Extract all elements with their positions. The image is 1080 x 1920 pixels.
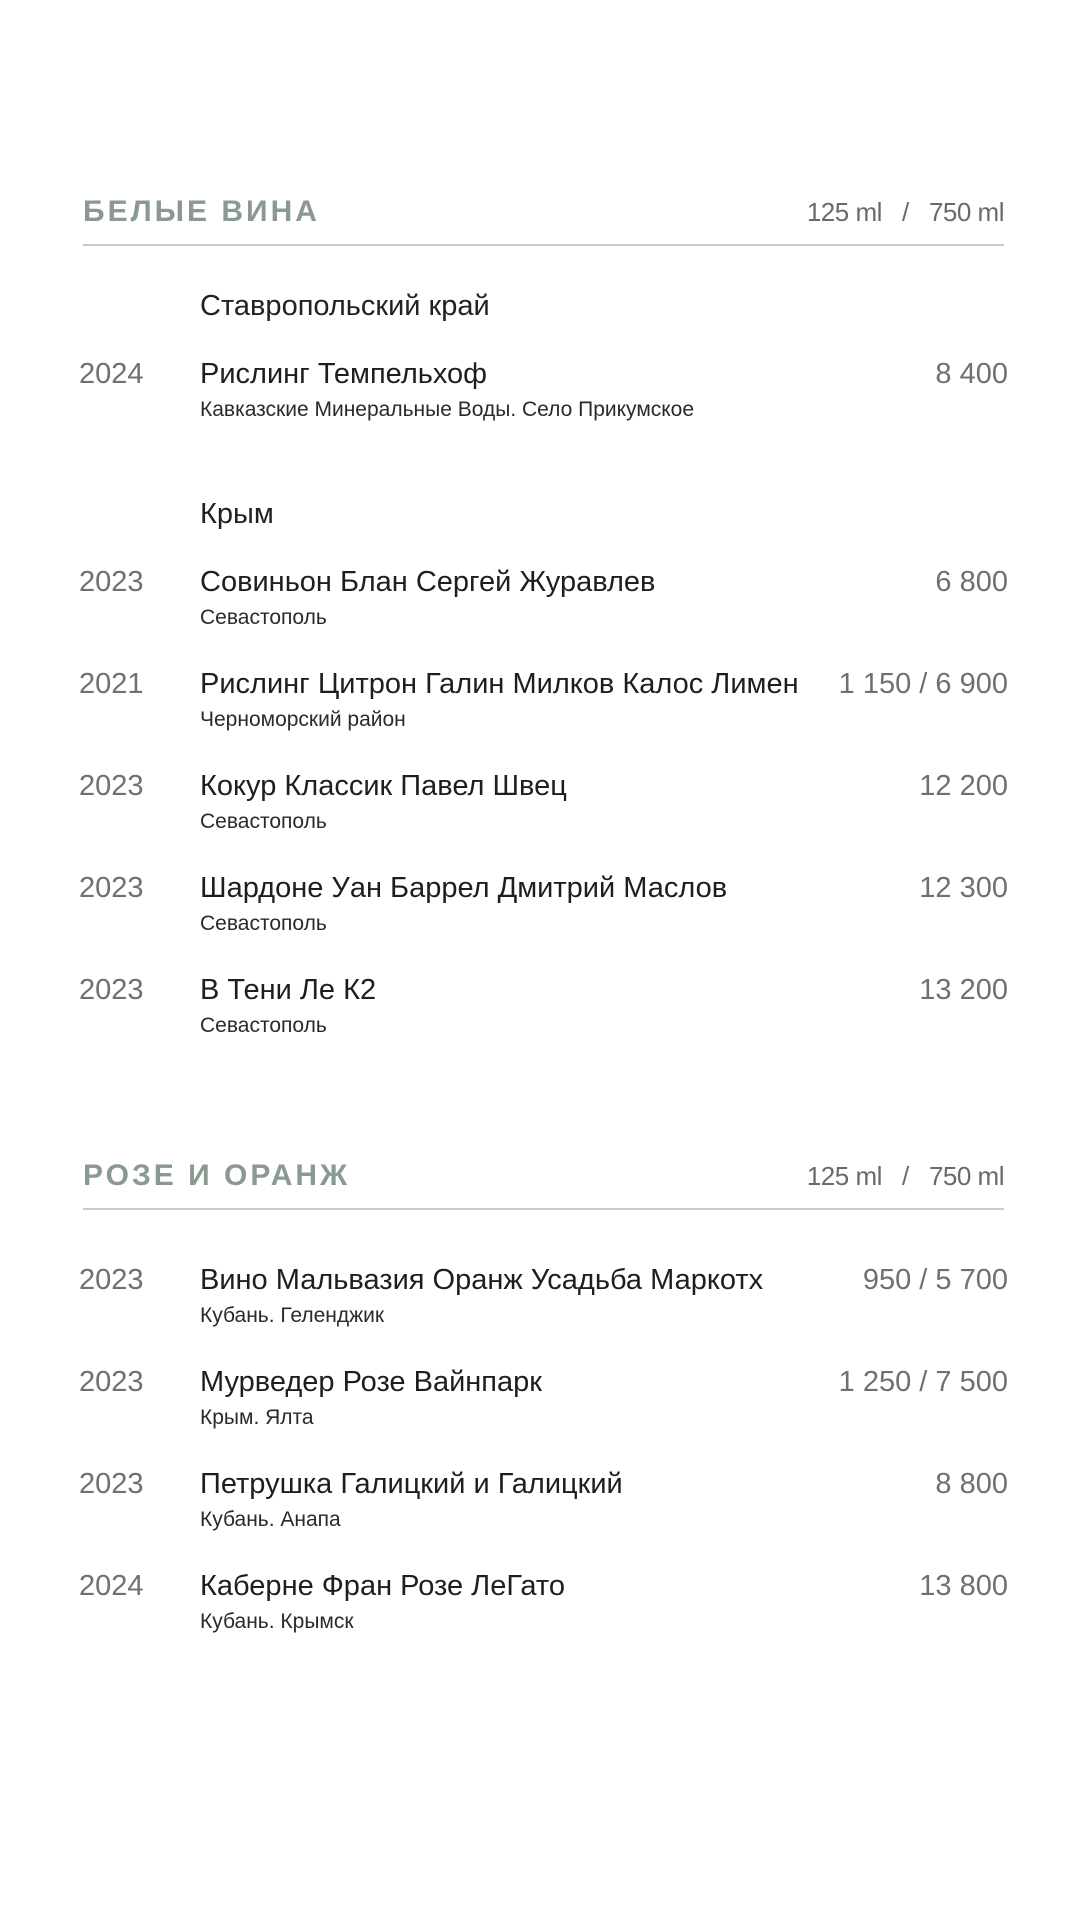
wine-year: 2023 [79,974,144,1006]
wine-name: Рислинг Цитрон Галин Милков Калос Лимен [200,668,799,700]
wine-year: 2023 [79,566,144,598]
wine-origin: Севастополь [200,810,327,833]
wine-origin: Севастополь [200,912,327,935]
wine-price: 13 200 [919,974,1008,1006]
wine-year: 2023 [79,1366,144,1398]
wine-origin: Черноморский район [200,708,406,731]
wine-item [79,1568,1008,1648]
wine-origin: Кубань. Анапа [200,1508,341,1531]
wine-item [79,1262,1008,1342]
wine-name: Рислинг Темпельхоф [200,358,488,390]
wine-name: Совиньон Блан Сергей Журавлев [200,566,656,598]
wine-name: Мурведер Розе Вайнпарк [200,1366,542,1398]
wine-name: Шардоне Уан Баррел Дмитрий Маслов [200,872,728,904]
wine-origin: Крым. Ялта [200,1406,314,1429]
wine-price: 950 / 5 700 [862,1264,1008,1296]
wine-item [79,870,1008,950]
wine-price: 6 800 [935,566,1008,598]
section-header [83,1156,1004,1210]
wine-item [79,1466,1008,1546]
wine-origin: Севастополь [200,1014,327,1037]
wine-price: 1 250 / 7 500 [838,1366,1008,1398]
wine-name: В Тени Ле К2 [200,974,377,1006]
section-serving-sizes: 125 ml / 750 ml [806,1161,1004,1191]
wine-price: 12 200 [919,770,1008,802]
wine-year: 2024 [79,358,144,390]
wine-name: Кокур Классик Павел Швец [200,770,567,802]
wine-item [79,768,1008,848]
wine-item [79,972,1008,1052]
wine-price: 8 400 [935,358,1008,390]
wine-year: 2023 [79,1264,144,1296]
wine-price: 12 300 [919,872,1008,904]
wine-year: 2024 [79,1570,144,1602]
wine-year: 2021 [79,668,144,700]
section-rose-orange [79,1156,1008,1633]
wine-item [79,564,1008,644]
section-title: БЕЛЫЕ ВИНА [83,195,320,228]
wine-year: 2023 [79,872,144,904]
wine-origin: Севастополь [200,606,327,629]
wine-origin: Кубань. Геленджик [200,1304,385,1327]
wine-year: 2023 [79,1468,144,1500]
wine-item [79,666,1008,746]
wine-year: 2023 [79,770,144,802]
wine-price: 8 800 [935,1468,1008,1500]
wine-item [79,356,1008,436]
wine-name: Каберне Фран Розе ЛеГато [200,1570,565,1602]
wine-item [79,1364,1008,1444]
wine-name: Вино Мальвазия Оранж Усадьба Маркотх [200,1264,764,1296]
region-heading: Ставропольский край [200,290,490,322]
wine-name: Петрушка Галицкий и Галицкий [200,1468,623,1500]
wine-origin: Кавказские Минеральные Воды. Село Прикумское [200,398,695,421]
wine-price: 1 150 / 6 900 [838,668,1008,700]
region-heading: Крым [200,498,274,530]
section-title: РОЗЕ И ОРАНЖ [83,1159,351,1192]
section-white-wines [79,192,1008,1037]
wine-origin: Кубань. Крымск [200,1610,354,1633]
wine-price: 13 800 [919,1570,1008,1602]
section-serving-sizes: 125 ml / 750 ml [806,197,1004,227]
section-header [83,192,1004,246]
